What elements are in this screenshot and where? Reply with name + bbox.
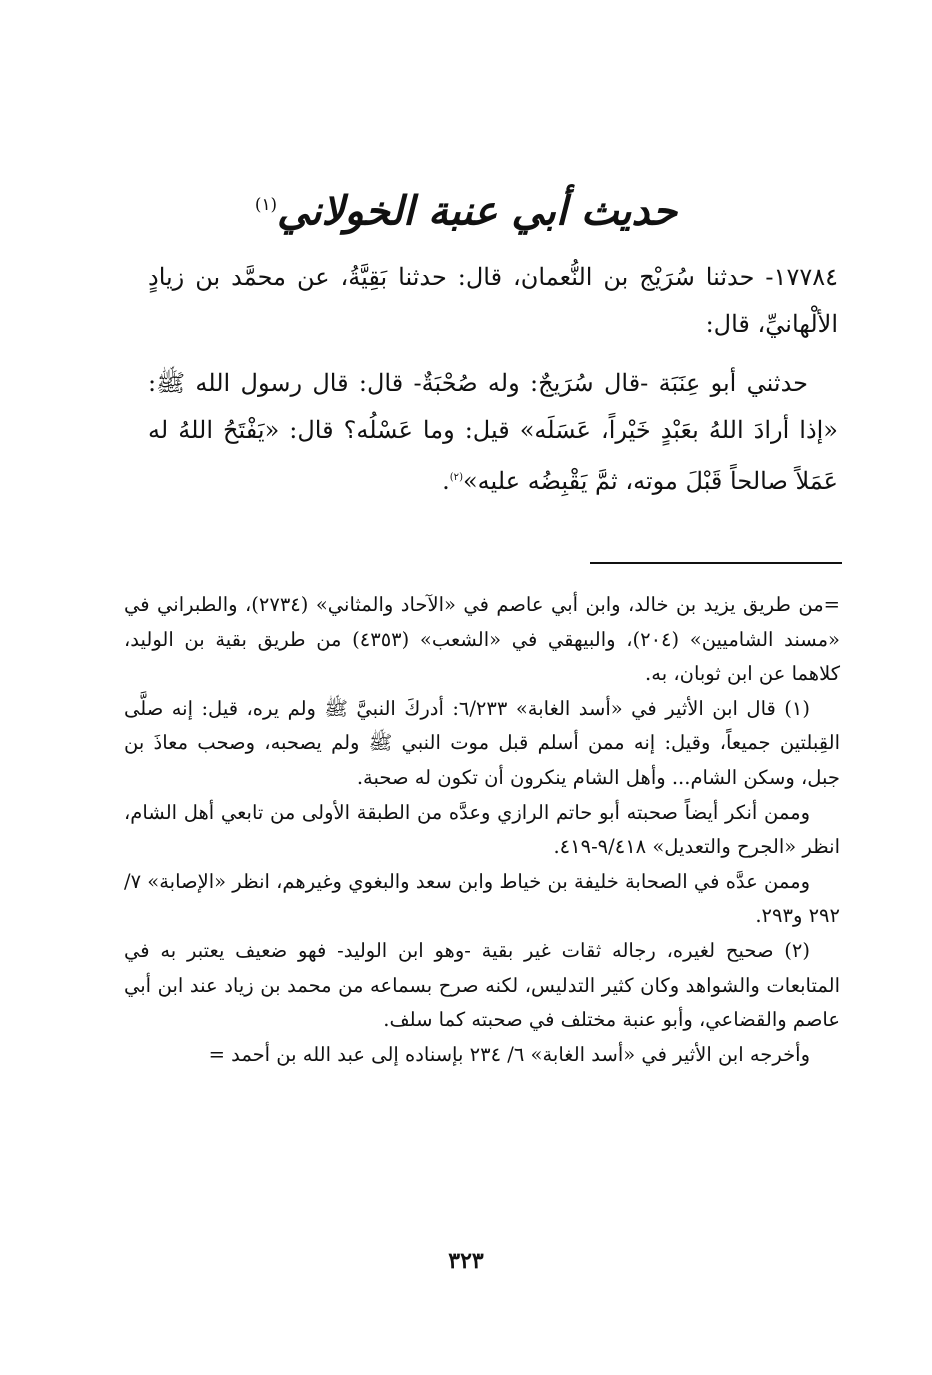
title-footnote-ref: (١) — [254, 194, 278, 214]
footnote-separator — [590, 562, 842, 564]
hadith-matn-paragraph — [148, 360, 838, 505]
matn-end-period: . — [442, 467, 450, 495]
hadith-isnad: ١٧٧٨٤- حدثنا سُرَيْج بن النُّعمان، قال: حدثنا بَقِيَّةُ، عن محمَّد بن زيادٍ الألْهانيِّ، قال: — [148, 263, 838, 338]
hadith-matn: حدثني أبو عِنَبَة -قال سُرَيجٌ: وله صُحْبَةٌ- قال: قال رسول الله ﷺ: «إذا أرادَ اللهُ بعَبْدٍ خَيْراً، عَسَلَه» قيل: وما عَسْلُه؟ قال: «يَفْتَحُ اللهُ له عَمَلاً صالحاً قَبْلَ موته، ثمَّ يَقْبِضُه عليه» — [148, 369, 838, 495]
footnotes — [124, 588, 840, 1072]
footnote-1: (١) قال ابن الأثير في «أسد الغابة» ٦/٢٣٣: أدركَ النبيَّ ﷺ ولم يره، قيل: إنه صلَّى القِبلتين جميعاً، وقيل: إنه ممن أسلم قبل موت النبي ﷺ ولم يصحبه، وصحب معاذَ بن جبل، وسكن الشام... وأهل الشام ينكرون أن تكون له صحبة. — [124, 696, 840, 789]
page-number: ٣٢٣ — [448, 1248, 484, 1274]
footnote-2-note-a: وأخرجه ابن الأثير في «أسد الغابة» ٦/ ٢٣٤ بإسناده إلى عبد الله بن أحمد = — [208, 1042, 810, 1066]
footnote-1-note-a: وممن أنكر أيضاً صحبته أبو حاتم الرازي وعدَّه من الطبقة الأولى من تابعي أهل الشام، انظر «الجرح والتعديل» ٩/٤١٨-٤١٩. — [124, 800, 840, 859]
footnote-1-note-b: وممن عدَّه في الصحابة خليفة بن خياط وابن سعد والبغوي وغيرهم، انظر «الإصابة» ٧/ ٢٩٢ و٢٩٣. — [124, 869, 840, 928]
chapter-title-text: حديث أبي عنبة الخولاني — [277, 187, 678, 235]
matn-footnote-ref: (٢) — [449, 472, 463, 483]
chapter-title — [150, 172, 782, 243]
footnote-continuation: =من طريق يزيد بن خالد، وابن أبي عاصم في «الآحاد والمثاني» (٢٧٣٤)، والطبراني في «مسند الشاميين» (٢٠٤)، والبيهقي في «الشعب» (٤٣٥٣) من طريق بقية بن الوليد، كلاهما عن ابن ثوبان، به. — [124, 593, 840, 686]
hadith-text — [148, 254, 838, 505]
footnote-2: (٢) صحيح لغيره، رجاله ثقات غير بقية -وهو ابن الوليد- فهو ضعيف يعتبر به في المتابعات والشواهد وكان كثير التدليس، لكنه صرح بسماعه من محمد بن زياد عند ابن أبي عاصم والقضاعي، وأبو عنبة مختلف في صحبته كما سلف. — [124, 938, 840, 1032]
